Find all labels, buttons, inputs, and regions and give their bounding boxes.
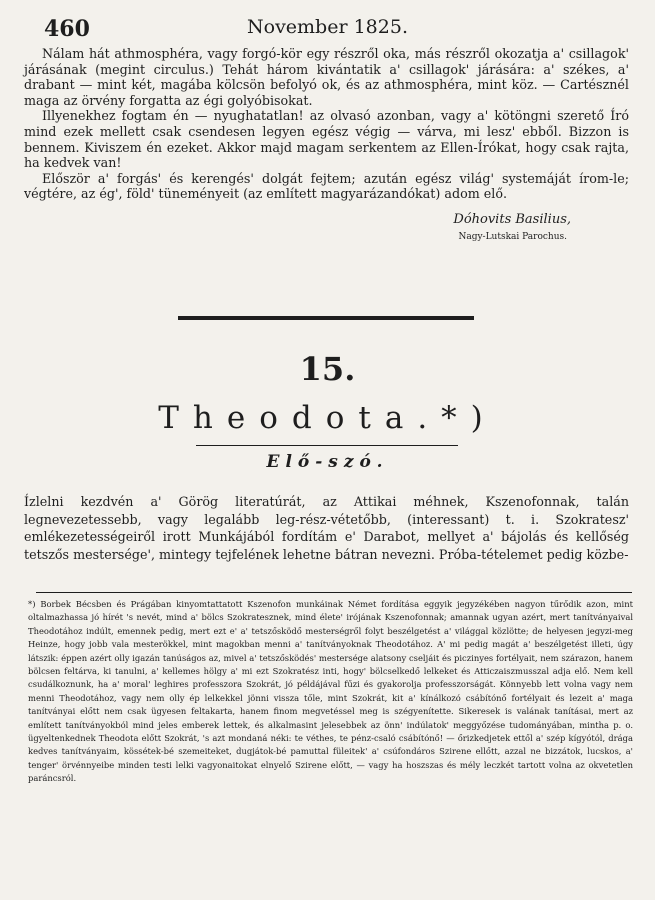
section-divider xyxy=(178,316,474,320)
footnote-text: *) Borbek Bécsben és Prágában kinyomtattatott Kszenofon munkáinak Német fordítása eggyik jegyzékében nagyon tűrődik azon, mint oltalmazhassa jó hírét 's nevét, mind a' bölcs Szokratesznek, mind élete' irójának Kszenofonnak; amannak ugyan azért, mert tanítványaival Theodotához indúlt, emennek pedig, mert ezt e' a' tetszősködő mesterségről folyt beszélgetést a' világgal közlötte; de helyesen jegyzi-meg Heinze, hogy jobb vala mesterökkel, mint magokban menni a' tanítványoknak Theodotához. A' mi pedig magát a' beszélgetést illeti, úgy látszik: éppen azért olly igazán tanúságos az, mivel a' tetszősködés' mestersége alatsony cseljáit és piczinyes fortélyait, nem szárazon, hanem bölcsen feltárva, ki tanulni, a' kellemes hölgy a' mi ezt Szokratész inti, hogy' bölcselkedő lelkeket és Atticzaiszmusszal adja elő. Nem kell csudálkoznunk, ha a' moral' leghires professzora Szokrát, jó példájával fűzi és gyakorolja professzorságát. Könnyebb lett volna vagy nem menni Theodotához, vagy nem olly ép lelkekkel jönni vissza tőle, mint Szokrát, kit a' kínálkozó csábítónő fortélyait és lezeit a' maga tanítványai előtt nem csak ügyesen feltakarta, hanem finom megvetéssel meg is szégyenítette. Sikeresek is valának tanításai, mert az említett tanítványokból mind jeles emberek lettek, és alkalmasint jelesebbek az önn' indúlatok' meggyőzése tudományában, mintha p. o. ügyeltenkednek Theodota előtt Szokrát, 's azt mondaná néki: te véthes, te pénz-csaló csábítónő! — őrizkedjetek ettől a' szép kígyótól, drága kedves tanítványaim, kössétek-bé szemeiteket, dugjátok-bé pamuttal füleitek' a' csúfondáros Szirene ellőtt, azzal ne bizzátok, lucskos, a' tenger' örvénnyeibe minden testi lelki vagyonaitokat elnyelő Szirene előtt, — vagy ha hoszszas és mély leczkét tartott volna az okvetetlen paráncsról. xyxy=(28,599,633,784)
paragraph: Először a' forgás' és kerengés' dolgát fejtem; azután egész világ' systemáját írom-le; végtére, az ég', föld' tüneményeit (az említett magyarázandókat) adom elő. xyxy=(24,170,629,202)
section-title: Theodota.*) xyxy=(158,400,497,436)
signature-role: Nagy-Lutskai Parochus. xyxy=(458,231,567,242)
footnote-divider xyxy=(36,592,632,593)
signature-name: Dóhovits Basilius, xyxy=(453,211,571,227)
running-title: November 1825. xyxy=(247,16,408,38)
top-text-block xyxy=(24,46,629,245)
section-text-block xyxy=(24,493,629,563)
running-header xyxy=(20,14,635,40)
paragraph: Ízlelni kezdvén a' Görög literatúrát, az Attikai méhnek, Kszenofonnak, talán legnevezetessebb, vagy legalább leg-rész-vétetőbb, (interessant) t. i. Szokratesz' emlékezetességeiről irott Munkájából fordítám e' Darabot, mellyet a' bájolás és kellőség tetszős mestersége', mintegy tejfelének lehetne bátran nevezni. Próba-tételemet pedig közbe- xyxy=(24,494,629,562)
footnote xyxy=(28,598,633,786)
page-number: 460 xyxy=(44,16,90,42)
title-rule xyxy=(196,445,458,446)
paragraph: Illyenekhez fogtam én — nyughatatlan! az olvasó azonban, vagy a' kötöngni szerető Író mind ezek mellett csak csendesen legyen egész végig — várva, mi lesz' ebből. Bizzon is bennem. Kiviszem én ezeket. Akkor majd magam serkentem az Ellen-Írókat, hogy csak rajta, ha kedvek van! xyxy=(24,108,629,171)
paragraph: Nálam hát athmosphéra, vagy forgó-kör egy részről oka, más részről okozatja a' csillagok' járásának (megint circulus.) Tehát három kivántatik a' csillagok' járására: a' székes, a' drabant — mint két, magába kölcsön befolyó ok, és az athmosphéra, mint köz. — Cartésznél maga az örvény forgatta az égi golyóbisokat. xyxy=(24,46,629,108)
section-number: 15. xyxy=(299,350,356,388)
section-subtitle: Elő-szó. xyxy=(266,452,389,472)
